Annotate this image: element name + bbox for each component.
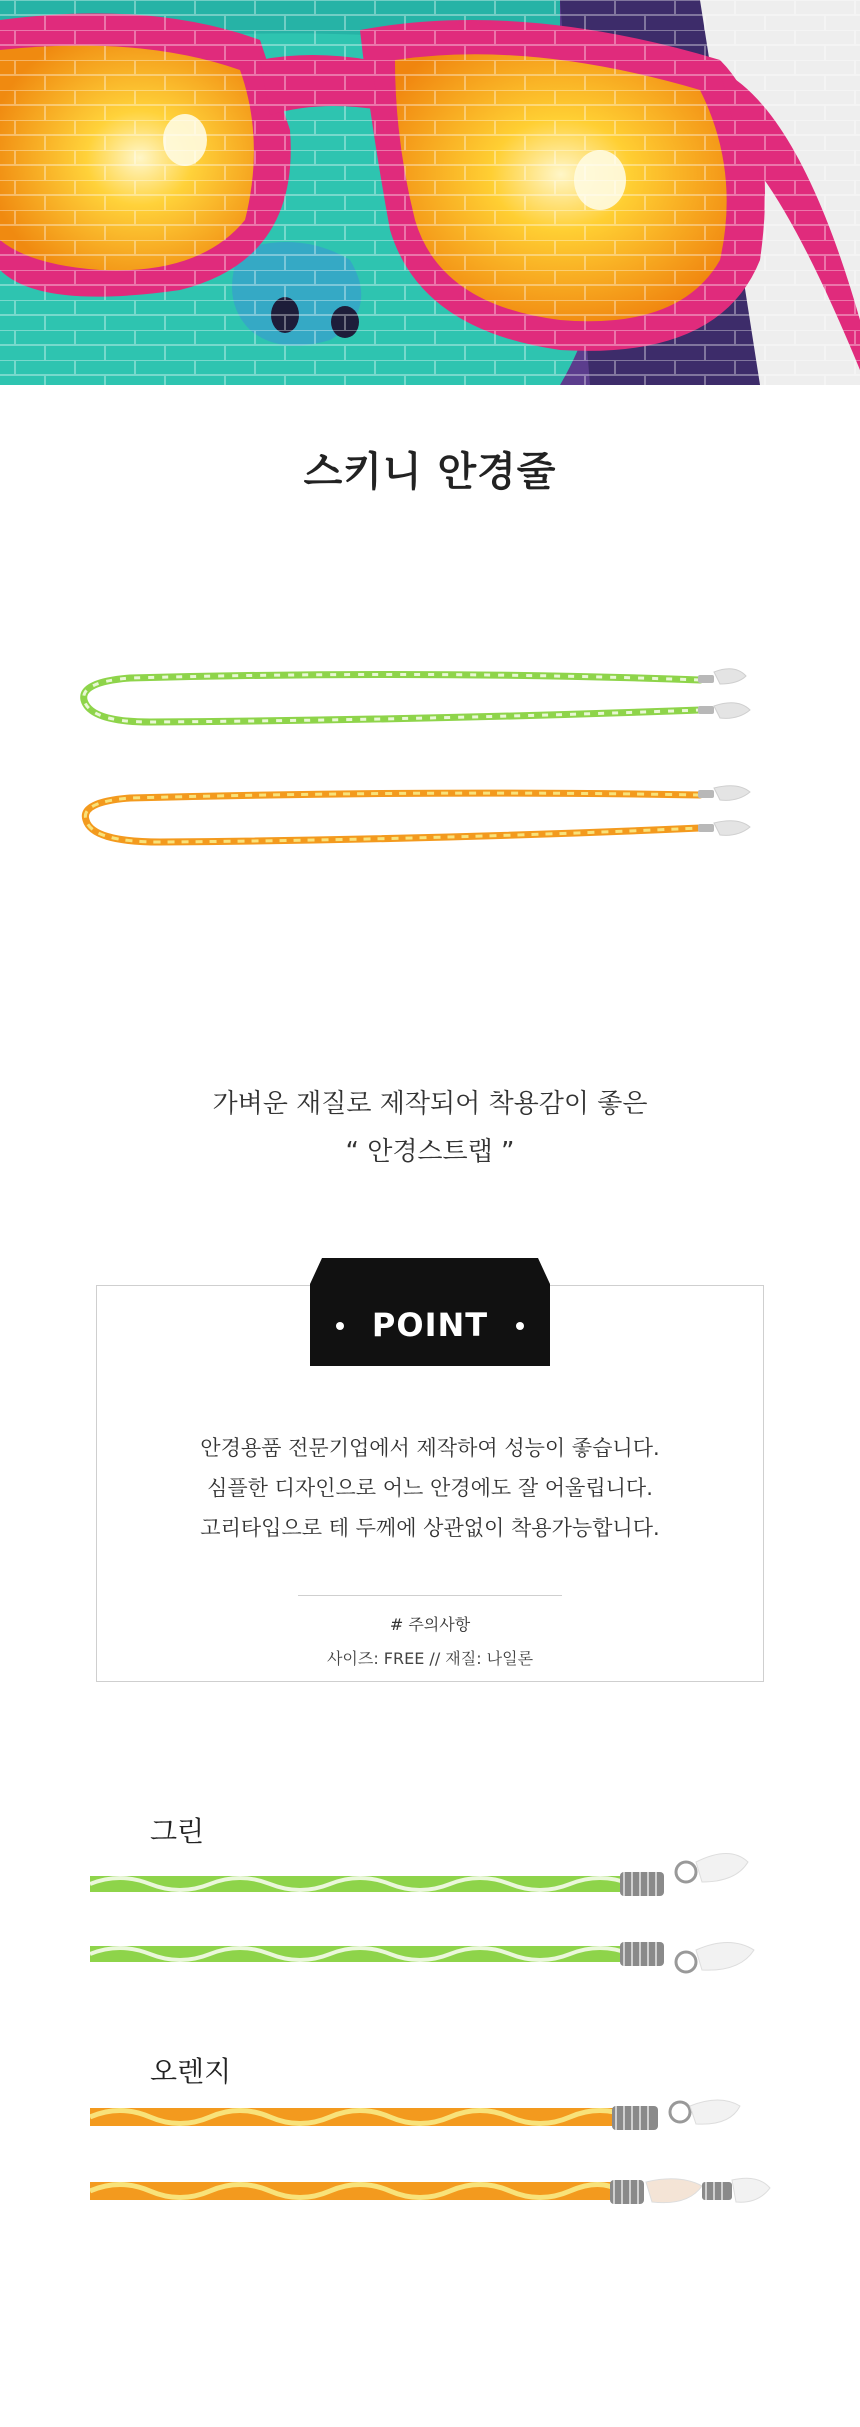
divider [298,1595,562,1596]
color-detail-section [90,1750,790,2300]
orange-strap-detail [90,2178,770,2204]
point-badge [310,1258,550,1366]
hero-banner [0,0,860,385]
spec-text: 사이즈: FREE // 재질: 나일론 [326,1649,534,1668]
point-badge-tab [310,1258,550,1284]
point-line: 심플한 디자인으로 어느 안경에도 잘 어울립니다. [207,1476,653,1500]
graffiti-glasses-illustration [0,0,860,385]
orange-strap-image [85,786,750,842]
orange-strap-detail [90,2100,740,2130]
intro-text [0,1080,860,1176]
color-detail-image [90,1750,790,2300]
color-label-green: 그린 [150,1815,205,1848]
green-strap-detail [90,1854,748,1897]
intro-line-2: “ 안경스트랩 ” [345,1137,515,1167]
point-badge-label: POINT [371,1306,489,1344]
product-straps-image [70,650,790,870]
color-label-orange: 오렌지 [150,2055,232,2088]
point-line: 고리타입으로 테 두께에 상관없이 착용가능합니다. [200,1516,660,1540]
green-strap-detail [90,1942,754,1972]
intro-line-1: 가벼운 재질로 제작되어 착용감이 좋은 [212,1089,648,1119]
point-description [96,1428,764,1548]
bullet-dot-icon [336,1322,344,1330]
product-title: 스키니 안경줄 [303,449,557,495]
point-line: 안경용품 전문기업에서 제작하여 성능이 좋습니다. [200,1436,660,1460]
caution-title: # 주의사항 [389,1615,471,1634]
bullet-dot-icon [516,1322,524,1330]
green-strap-image [84,669,750,722]
